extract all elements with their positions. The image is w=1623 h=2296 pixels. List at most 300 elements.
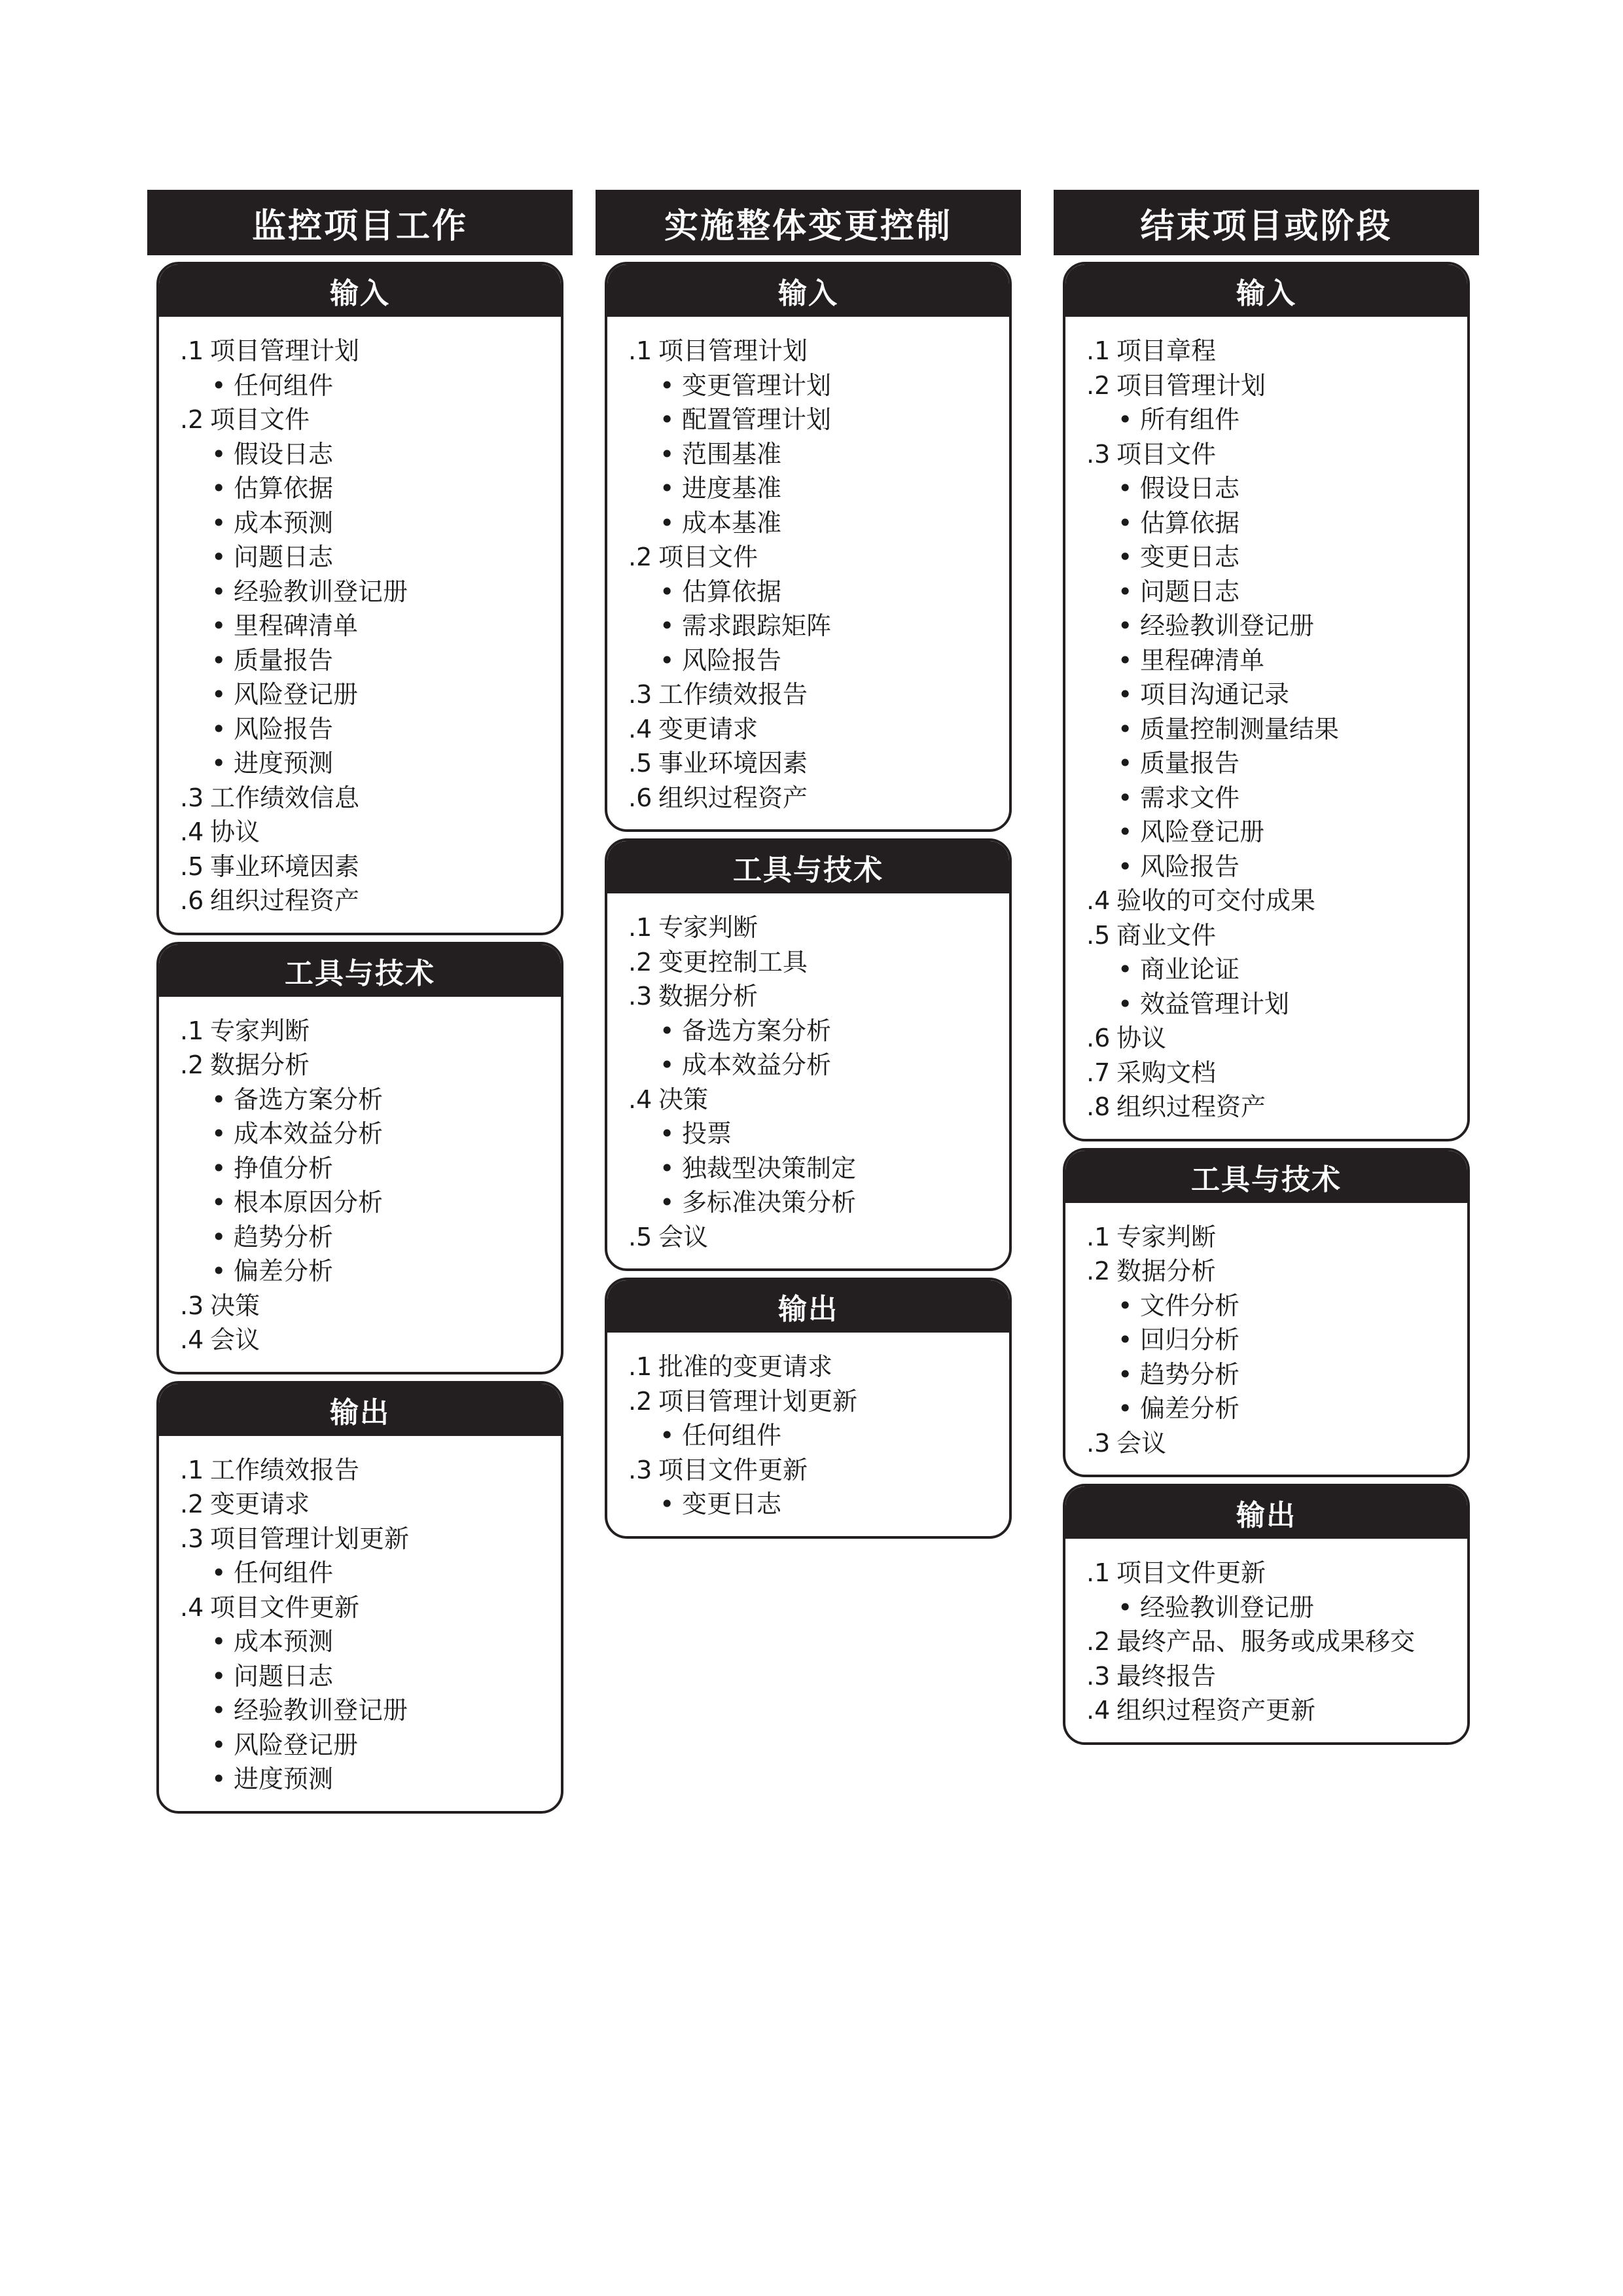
bullet-icon: • — [660, 1050, 675, 1079]
item-text: 组织过程资产 — [210, 886, 360, 915]
bullet-icon: • — [211, 543, 226, 571]
item-text: 项目文件更新 — [658, 1455, 808, 1484]
sub-item — [180, 1762, 548, 1797]
item-text: 项目文件 — [658, 543, 758, 571]
sub-item — [628, 403, 996, 437]
list-item — [180, 1590, 548, 1625]
sub-item — [180, 1151, 548, 1186]
item-text: 组织过程资产更新 — [1116, 1696, 1316, 1725]
item-text: 趋势分析 — [234, 1222, 334, 1251]
bullet-icon: • — [211, 370, 226, 400]
item-text: 协议 — [1116, 1024, 1167, 1052]
sub-item — [1086, 781, 1454, 816]
section-title: 输出 — [1065, 1486, 1467, 1539]
section-title: 工具与技术 — [159, 944, 561, 997]
item-number: .4 — [180, 1325, 204, 1354]
item-text: 估算依据 — [682, 577, 782, 606]
item-text: 项目文件更新 — [1116, 1558, 1266, 1587]
item-text: 变更管理计划 — [682, 370, 832, 400]
item-text: 问题日志 — [1140, 577, 1240, 606]
sub-item — [628, 1117, 996, 1151]
bullet-icon: • — [1118, 577, 1133, 606]
item-text: 变更日志 — [1140, 543, 1240, 571]
section-title: 工具与技术 — [607, 841, 1009, 893]
sub-item — [1086, 1391, 1454, 1426]
item-number: .1 — [628, 336, 652, 365]
bullet-icon: • — [660, 1490, 675, 1518]
bullet-icon: • — [1118, 680, 1133, 709]
bullet-icon: • — [660, 474, 675, 503]
item-text: 问题日志 — [234, 543, 334, 571]
item-text: 配置管理计划 — [682, 405, 832, 434]
item-list — [1065, 1203, 1467, 1475]
list-item — [628, 334, 996, 368]
item-text: 备选方案分析 — [234, 1085, 383, 1114]
section-inputs — [156, 262, 563, 935]
list-item — [180, 1453, 548, 1488]
bullet-icon: • — [1118, 1592, 1133, 1622]
sub-item — [180, 643, 548, 678]
list-item — [180, 781, 548, 816]
list-item — [180, 850, 548, 884]
item-text: 风险报告 — [234, 714, 334, 744]
item-text: 决策 — [658, 1085, 709, 1114]
bullet-icon: • — [1118, 989, 1133, 1018]
list-item — [1086, 334, 1454, 368]
item-number: .3 — [628, 680, 652, 709]
sub-item — [180, 1624, 548, 1659]
list-item — [628, 746, 996, 781]
item-text: 风险登记册 — [1140, 817, 1265, 846]
section-tools-techniques — [156, 942, 563, 1374]
bullet-icon: • — [660, 405, 675, 434]
bullet-icon: • — [211, 1153, 226, 1183]
bullet-icon: • — [660, 577, 675, 606]
bullet-icon: • — [1118, 1394, 1133, 1423]
bullet-icon: • — [1118, 1359, 1133, 1389]
bullet-icon: • — [211, 1257, 226, 1285]
sub-item — [180, 1254, 548, 1289]
item-number: .4 — [628, 714, 652, 744]
bullet-icon: • — [1118, 783, 1133, 812]
sub-item — [180, 1659, 548, 1694]
bullet-icon: • — [211, 1696, 226, 1725]
item-text: 任何组件 — [682, 1421, 782, 1450]
item-text: 需求跟踪矩阵 — [682, 611, 832, 640]
list-item — [628, 1350, 996, 1384]
sub-item — [1086, 643, 1454, 678]
section-tools-techniques — [605, 838, 1012, 1271]
item-number: .3 — [1086, 439, 1111, 469]
bullet-icon: • — [660, 1016, 675, 1045]
item-text: 回归分析 — [1140, 1325, 1240, 1354]
item-list — [607, 317, 1009, 829]
sub-item — [628, 1014, 996, 1049]
list-item — [1086, 368, 1454, 403]
item-text: 会议 — [210, 1325, 260, 1354]
item-number: .5 — [628, 749, 652, 778]
sub-item — [180, 677, 548, 712]
bullet-icon: • — [1118, 405, 1133, 434]
list-item — [180, 815, 548, 850]
section-title: 输出 — [607, 1280, 1009, 1333]
item-text: 项目管理计划 — [1116, 370, 1266, 400]
list-item — [1086, 884, 1454, 918]
item-text: 需求文件 — [1140, 783, 1240, 812]
sub-item — [180, 712, 548, 747]
item-text: 数据分析 — [1116, 1257, 1217, 1285]
bullet-icon: • — [1118, 543, 1133, 571]
item-text: 专家判断 — [1116, 1222, 1217, 1251]
bullet-icon: • — [211, 577, 226, 606]
list-item — [628, 1083, 996, 1117]
sub-item — [1086, 952, 1454, 987]
item-text: 估算依据 — [1140, 508, 1240, 537]
item-text: 项目管理计划更新 — [210, 1524, 410, 1553]
item-text: 成本预测 — [234, 508, 334, 537]
item-text: 专家判断 — [658, 913, 758, 942]
item-number: .2 — [180, 405, 204, 434]
item-number: .8 — [1086, 1092, 1111, 1121]
item-text: 挣值分析 — [234, 1153, 334, 1183]
item-number: .2 — [180, 1490, 204, 1518]
list-item — [1086, 437, 1454, 472]
list-item — [628, 677, 996, 712]
sub-item — [628, 1418, 996, 1453]
sub-item — [1086, 746, 1454, 781]
list-item — [180, 1289, 548, 1323]
item-text: 最终报告 — [1116, 1661, 1217, 1691]
item-text: 商业文件 — [1116, 920, 1217, 950]
item-text: 里程碑清单 — [1140, 645, 1265, 675]
item-text: 质量报告 — [1140, 749, 1240, 778]
sub-item — [180, 1220, 548, 1255]
item-text: 会议 — [1116, 1428, 1167, 1458]
item-text: 效益管理计划 — [1140, 989, 1290, 1018]
item-text: 会议 — [658, 1222, 709, 1251]
item-number: .3 — [180, 1524, 204, 1553]
bullet-icon: • — [211, 749, 226, 778]
item-number: .6 — [180, 886, 204, 915]
item-number: .4 — [180, 817, 204, 846]
list-item — [628, 781, 996, 816]
bullet-icon: • — [211, 680, 226, 709]
item-text: 独裁型决策制定 — [682, 1153, 857, 1183]
sub-item — [180, 437, 548, 472]
sub-item — [1086, 575, 1454, 609]
sub-item — [180, 1693, 548, 1728]
item-text: 工作绩效报告 — [658, 680, 808, 709]
sub-item — [628, 368, 996, 403]
item-number: .3 — [1086, 1661, 1111, 1691]
item-text: 进度基准 — [682, 474, 782, 503]
item-text: 文件分析 — [1140, 1291, 1240, 1320]
sub-item — [1086, 1323, 1454, 1357]
bullet-icon: • — [660, 508, 675, 537]
list-item — [180, 403, 548, 437]
bullet-icon: • — [211, 1085, 226, 1114]
section-inputs — [1063, 262, 1470, 1141]
bullet-icon: • — [660, 645, 675, 675]
item-text: 风险登记册 — [234, 1730, 359, 1759]
item-text: 组织过程资产 — [658, 783, 808, 812]
item-text: 估算依据 — [234, 474, 334, 503]
item-text: 备选方案分析 — [682, 1016, 832, 1045]
bullet-icon: • — [211, 474, 226, 503]
sub-item — [628, 643, 996, 678]
sub-item — [1086, 712, 1454, 747]
item-text: 数据分析 — [658, 982, 758, 1011]
item-text: 项目管理计划 — [210, 336, 360, 365]
sub-item — [1086, 677, 1454, 712]
bullet-icon: • — [660, 1153, 675, 1183]
section-title: 输出 — [159, 1384, 561, 1436]
item-list — [607, 1333, 1009, 1536]
bullet-icon: • — [1118, 1325, 1133, 1354]
section-title: 输入 — [607, 264, 1009, 317]
item-number: .1 — [628, 913, 652, 942]
item-number: .6 — [628, 783, 652, 812]
item-text: 风险报告 — [1140, 852, 1240, 881]
item-text: 决策 — [210, 1291, 260, 1320]
process-column-3 — [1054, 190, 1479, 1745]
item-list — [159, 1436, 561, 1811]
item-number: .5 — [1086, 920, 1111, 950]
item-text: 风险报告 — [682, 645, 782, 675]
item-number: .3 — [1086, 1428, 1111, 1458]
item-number: .2 — [180, 1050, 204, 1079]
item-text: 专家判断 — [210, 1016, 310, 1045]
list-item — [1086, 1056, 1454, 1090]
bullet-icon: • — [211, 645, 226, 675]
item-number: .4 — [1086, 886, 1111, 915]
sub-item — [1086, 403, 1454, 437]
item-list — [159, 317, 561, 933]
list-item — [1086, 1624, 1454, 1659]
item-text: 任何组件 — [234, 1558, 334, 1587]
bullet-icon: • — [1118, 611, 1133, 640]
item-number: .1 — [1086, 1558, 1111, 1587]
bullet-icon: • — [660, 1188, 675, 1217]
bullet-icon: • — [211, 1188, 226, 1217]
sub-item — [1086, 1357, 1454, 1392]
list-item — [628, 979, 996, 1014]
list-item — [1086, 1254, 1454, 1289]
item-text: 偏差分析 — [234, 1257, 334, 1285]
item-number: .5 — [628, 1222, 652, 1251]
item-text: 项目文件 — [210, 405, 310, 434]
section-title: 输入 — [1065, 264, 1467, 317]
item-number: .7 — [1086, 1058, 1111, 1087]
sub-item — [180, 575, 548, 609]
sub-item — [628, 609, 996, 643]
list-item — [180, 1522, 548, 1556]
item-text: 最终产品、服务或成果移交 — [1116, 1627, 1416, 1656]
sub-item — [628, 1048, 996, 1083]
bullet-icon: • — [211, 611, 226, 640]
item-text: 趋势分析 — [1140, 1359, 1240, 1389]
item-number: .1 — [180, 336, 204, 365]
bullet-icon: • — [211, 1627, 226, 1656]
sub-item — [180, 471, 548, 506]
sub-item — [1086, 815, 1454, 850]
item-number: .1 — [1086, 1222, 1111, 1251]
item-text: 数据分析 — [210, 1050, 310, 1079]
item-number: .2 — [1086, 1257, 1111, 1285]
sub-item — [180, 540, 548, 575]
list-item — [628, 540, 996, 575]
process-column-1 — [147, 190, 573, 1814]
item-text: 项目管理计划 — [658, 336, 808, 365]
list-item — [628, 1220, 996, 1255]
item-text: 项目章程 — [1116, 336, 1217, 365]
item-list — [607, 893, 1009, 1268]
list-item — [628, 1453, 996, 1488]
section-outputs — [1063, 1484, 1470, 1745]
bullet-icon: • — [1118, 955, 1133, 984]
item-text: 多标准决策分析 — [682, 1188, 857, 1217]
item-text: 成本预测 — [234, 1627, 334, 1656]
item-number: .2 — [1086, 370, 1111, 400]
item-text: 风险登记册 — [234, 680, 359, 709]
item-text: 项目文件 — [1116, 439, 1217, 469]
sub-item — [1086, 471, 1454, 506]
section-inputs — [605, 262, 1012, 832]
item-text: 成本效益分析 — [682, 1050, 832, 1079]
list-item — [180, 1487, 548, 1522]
bullet-icon: • — [211, 1661, 226, 1691]
sub-item — [628, 1185, 996, 1220]
sub-item — [628, 437, 996, 472]
sub-item — [628, 506, 996, 541]
item-number: .3 — [180, 1291, 204, 1320]
bullet-icon: • — [1118, 645, 1133, 675]
sub-item — [1086, 987, 1454, 1022]
sub-item — [180, 506, 548, 541]
item-text: 成本基准 — [682, 508, 782, 537]
bullet-icon: • — [1118, 817, 1133, 846]
item-number: .4 — [1086, 1696, 1111, 1725]
section-title: 工具与技术 — [1065, 1151, 1467, 1203]
item-list — [159, 997, 561, 1372]
sub-item — [628, 1487, 996, 1522]
item-text: 偏差分析 — [1140, 1394, 1240, 1423]
sub-item — [628, 471, 996, 506]
bullet-icon: • — [660, 370, 675, 400]
sub-item — [628, 575, 996, 609]
list-item — [628, 1384, 996, 1419]
process-title: 结束项目或阶段 — [1054, 190, 1479, 255]
list-item — [1086, 1090, 1454, 1124]
list-item — [1086, 1426, 1454, 1461]
item-number: .1 — [180, 1455, 204, 1484]
item-number: .3 — [180, 783, 204, 812]
item-text: 变更请求 — [210, 1490, 310, 1518]
sub-item — [628, 1151, 996, 1186]
bullet-icon: • — [660, 1421, 675, 1450]
item-text: 假设日志 — [234, 439, 334, 469]
sub-item — [180, 609, 548, 643]
item-text: 项目沟通记录 — [1140, 680, 1290, 709]
item-number: .2 — [628, 947, 652, 977]
list-item — [628, 712, 996, 747]
item-text: 质量报告 — [234, 645, 334, 675]
item-text: 投票 — [682, 1119, 732, 1148]
item-number: .2 — [628, 543, 652, 571]
process-title: 实施整体变更控制 — [596, 190, 1021, 255]
item-text: 变更控制工具 — [658, 947, 808, 977]
bullet-icon: • — [211, 439, 226, 469]
bullet-icon: • — [211, 1222, 226, 1251]
item-text: 事业环境因素 — [658, 749, 808, 778]
item-text: 变更请求 — [658, 714, 758, 744]
sub-item — [1086, 609, 1454, 643]
item-number: .1 — [1086, 336, 1111, 365]
item-number: .4 — [628, 1085, 652, 1114]
section-outputs — [605, 1278, 1012, 1539]
item-number: .5 — [180, 852, 204, 881]
sub-item — [180, 1556, 548, 1590]
item-text: 验收的可交付成果 — [1116, 886, 1316, 915]
sub-item — [180, 1185, 548, 1220]
item-number: .3 — [628, 982, 652, 1011]
item-text: 组织过程资产 — [1116, 1092, 1266, 1121]
item-number: .3 — [628, 1455, 652, 1484]
item-text: 范围基准 — [682, 439, 782, 469]
bullet-icon: • — [211, 1730, 226, 1759]
bullet-icon: • — [211, 1558, 226, 1587]
list-item — [628, 910, 996, 945]
bullet-icon: • — [660, 1119, 675, 1148]
item-text: 问题日志 — [234, 1661, 334, 1691]
item-text: 协议 — [210, 817, 260, 846]
item-text: 采购文档 — [1116, 1058, 1217, 1087]
item-number: .1 — [180, 1016, 204, 1045]
list-item — [180, 334, 548, 368]
process-title: 监控项目工作 — [147, 190, 573, 255]
item-text: 商业论证 — [1140, 955, 1240, 984]
item-number: .2 — [1086, 1627, 1111, 1656]
sub-item — [1086, 1590, 1454, 1625]
list-item — [180, 884, 548, 918]
process-column-2 — [596, 190, 1021, 1539]
bullet-icon: • — [1118, 474, 1133, 503]
section-outputs — [156, 1381, 563, 1814]
item-text: 所有组件 — [1140, 405, 1240, 434]
item-text: 进度预测 — [234, 1765, 334, 1793]
item-text: 任何组件 — [234, 370, 334, 400]
item-text: 事业环境因素 — [210, 852, 360, 881]
list-item — [1086, 1659, 1454, 1694]
list-item — [180, 1048, 548, 1083]
sub-item — [1086, 506, 1454, 541]
list-item — [1086, 1220, 1454, 1255]
item-text: 质量控制测量结果 — [1140, 714, 1340, 744]
item-number: .2 — [628, 1386, 652, 1416]
section-tools-techniques — [1063, 1148, 1470, 1478]
bullet-icon: • — [660, 439, 675, 469]
list-item — [1086, 1021, 1454, 1056]
list-item — [180, 1323, 548, 1357]
item-text: 经验教训登记册 — [1140, 1592, 1315, 1622]
bullet-icon: • — [1118, 852, 1133, 881]
item-text: 经验教训登记册 — [234, 577, 408, 606]
item-text: 经验教训登记册 — [234, 1696, 408, 1725]
sub-item — [180, 368, 548, 403]
item-text: 根本原因分析 — [234, 1188, 383, 1217]
item-number: .6 — [1086, 1024, 1111, 1052]
sub-item — [1086, 850, 1454, 884]
